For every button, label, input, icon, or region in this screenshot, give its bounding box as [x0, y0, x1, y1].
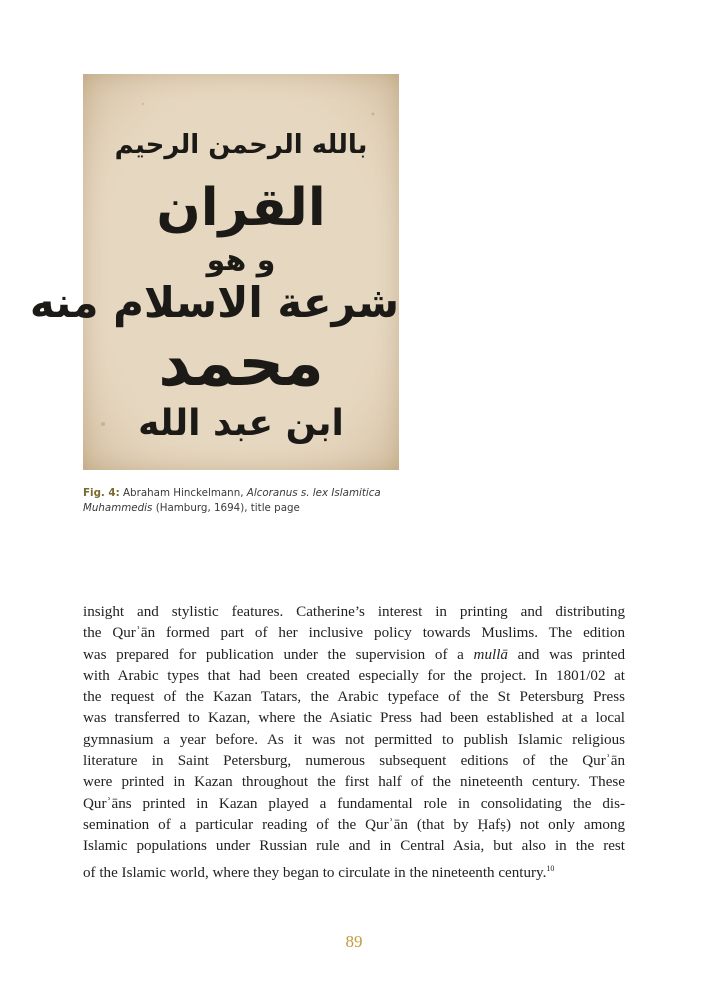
figure-plate [29, 74, 399, 470]
body-line: were printed in Kazan throughout the first half of the nineteenth century. These [83, 774, 625, 791]
plate-line-muhammad: محمد [158, 327, 324, 401]
caption-author: Abraham Hinckelmann, [123, 487, 244, 499]
caption-label: Fig. 4: [83, 487, 120, 499]
footnote-reference[interactable]: 10 [546, 863, 555, 873]
body-line: with Arabic types that had been created especially for the project. In 1801/02 at [83, 667, 625, 684]
caption-detail: (Hamburg, 1694), title page [155, 502, 300, 514]
body-line-part: of the Islamic world, where they began to circulate in the nineteenth century. [83, 864, 547, 881]
body-line-part: was prepared for publication under the supervision of a [83, 646, 464, 663]
body-line [83, 645, 625, 666]
figure-caption [83, 486, 413, 516]
body-line: the request of the Kazan Tatars, the Arabic typeface of the St Petersburg Press [83, 689, 625, 706]
plate-line-wa-huwa: و هو [206, 243, 276, 278]
page-number: 89 [345, 932, 363, 951]
body-line: semination of a particular reading of the Qurʾān (that by Ḥafṣ) not only among [83, 816, 625, 833]
body-line: was transferred to Kazan, where the Asiatic Press had been established at a local [83, 710, 625, 727]
plate-line-ibn-abdallah: ابن عبد الله [138, 403, 344, 444]
body-line-part: and was printed [517, 646, 625, 663]
caption-title: Alcoranus s. lex Islamitica Muhammedis [83, 487, 381, 514]
body-line: the Qurʾān formed part of her inclusive policy towards Muslims. The edition [83, 625, 625, 642]
body-line [83, 858, 625, 884]
plate-line-sharia: شرعة الاسلام منه [29, 278, 399, 327]
body-line: Islamic populations under Russian rule and in Central Asia, but also in the rest [83, 838, 625, 855]
body-line: gymnasium a year before. As it was not permitted to publish Islamic religious [83, 731, 625, 748]
body-line: literature in Saint Petersburg, numerous subsequent editions of the Qurʾān [83, 753, 625, 770]
body-line: insight and stylistic features. Catherine’s interest in printing and distributing [83, 604, 625, 620]
plate-line-quran: القران [156, 178, 326, 238]
body-paragraph [83, 602, 625, 884]
plate-line-basmala: بالله الرحمن الرحيم [114, 130, 368, 160]
body-line-italic-term: mullā [473, 646, 508, 663]
body-line: Qurʾāns printed in Kazan played a fundamental role in consolidating the dis- [83, 795, 625, 812]
